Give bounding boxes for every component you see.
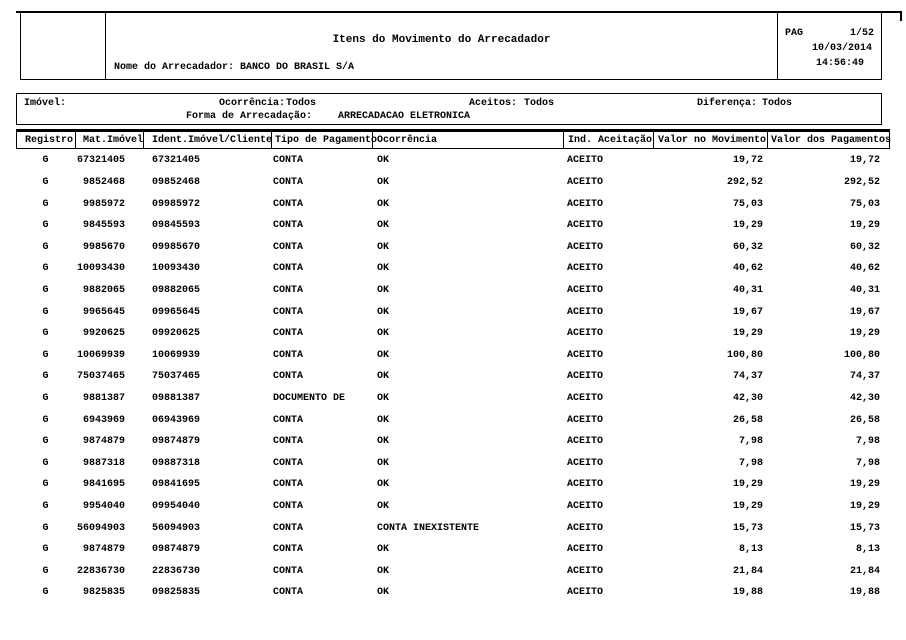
cell-ocorrencia: OK bbox=[377, 198, 390, 210]
cell-valor-pagamentos: 15,73 bbox=[849, 522, 880, 534]
cell-mat-imovel: 9852468 bbox=[82, 176, 125, 188]
cell-registro: G bbox=[42, 263, 49, 275]
cell-mat-imovel: 9874879 bbox=[82, 544, 125, 556]
cell-ident-imovel: 09887318 bbox=[152, 457, 201, 469]
cell-ocorrencia: OK bbox=[377, 371, 390, 383]
cell-ocorrencia: OK bbox=[377, 479, 390, 491]
table-row bbox=[16, 258, 890, 280]
cell-mat-imovel: 75037465 bbox=[76, 371, 125, 383]
cell-ident-imovel: 10093430 bbox=[152, 263, 201, 275]
page-number-line bbox=[785, 26, 874, 41]
cell-tipo-pagamento: CONTA bbox=[273, 176, 304, 188]
cell-mat-imovel: 6943969 bbox=[82, 414, 125, 426]
cell-ident-imovel: 10069939 bbox=[152, 349, 201, 361]
table-row bbox=[16, 453, 890, 475]
cell-ind-aceitacao: ACEITO bbox=[567, 565, 604, 577]
cell-registro: G bbox=[42, 522, 49, 534]
table-row bbox=[16, 409, 890, 431]
cell-ind-aceitacao: ACEITO bbox=[567, 328, 604, 340]
col-header-mat-imovel: Mat.Imóvel bbox=[76, 132, 144, 148]
cell-registro: G bbox=[42, 176, 49, 188]
cell-ind-aceitacao: ACEITO bbox=[567, 349, 604, 361]
cell-registro: G bbox=[42, 155, 49, 167]
cell-valor-movimento: 19,67 bbox=[732, 306, 763, 318]
cell-ind-aceitacao: ACEITO bbox=[567, 306, 604, 318]
report-date: 10/03/2014 bbox=[811, 43, 872, 54]
cell-ind-aceitacao: ACEITO bbox=[567, 263, 604, 275]
cell-tipo-pagamento: CONTA bbox=[273, 544, 304, 556]
cell-valor-pagamentos: 42,30 bbox=[849, 393, 880, 404]
table-row bbox=[16, 474, 890, 496]
cell-registro: G bbox=[42, 436, 49, 448]
cell-registro: G bbox=[42, 371, 49, 383]
col-header-valor-pagamentos: Valor dos Pagamentos bbox=[771, 134, 892, 146]
cell-tipo-pagamento: CONTA bbox=[273, 220, 304, 232]
cell-ocorrencia: OK bbox=[377, 544, 390, 556]
cell-valor-movimento: 19,29 bbox=[732, 501, 763, 513]
report-header bbox=[20, 11, 882, 80]
cell-valor-movimento: 19,72 bbox=[732, 155, 763, 167]
cell-valor-pagamentos: 292,52 bbox=[843, 176, 880, 188]
cell-mat-imovel: 10069939 bbox=[76, 349, 125, 361]
cell-registro: G bbox=[42, 349, 49, 361]
table-row bbox=[16, 517, 890, 539]
cell-ind-aceitacao: ACEITO bbox=[567, 284, 604, 296]
cell-valor-pagamentos: 19,88 bbox=[849, 587, 880, 599]
cell-ocorrencia: OK bbox=[377, 155, 390, 167]
table-row bbox=[16, 561, 890, 583]
cell-mat-imovel: 9881387 bbox=[82, 393, 125, 404]
pag-label: PAG bbox=[785, 28, 804, 39]
table-row bbox=[16, 280, 890, 302]
cell-tipo-pagamento: CONTA bbox=[273, 414, 304, 426]
table-row bbox=[16, 172, 890, 194]
cell-mat-imovel: 67321405 bbox=[76, 155, 125, 167]
cell-tipo-pagamento: CONTA bbox=[273, 198, 304, 210]
cell-valor-movimento: 7,98 bbox=[738, 436, 763, 448]
cell-ocorrencia: OK bbox=[377, 414, 390, 426]
cell-ident-imovel: 09882065 bbox=[152, 284, 201, 296]
cell-tipo-pagamento: CONTA bbox=[273, 155, 304, 167]
cell-ind-aceitacao: ACEITO bbox=[567, 544, 604, 556]
cell-registro: G bbox=[42, 328, 49, 340]
cell-tipo-pagamento: CONTA bbox=[273, 349, 304, 361]
cell-ind-aceitacao: ACEITO bbox=[567, 479, 604, 491]
cell-tipo-pagamento: CONTA bbox=[273, 457, 304, 469]
cell-mat-imovel: 9985972 bbox=[82, 198, 125, 210]
cell-valor-movimento: 26,58 bbox=[732, 414, 763, 426]
table-row bbox=[16, 301, 890, 323]
filter-imovel-label: Imóvel: bbox=[24, 98, 67, 109]
cell-registro: G bbox=[42, 414, 49, 426]
col-header-registro: Registro bbox=[17, 132, 76, 148]
cell-ind-aceitacao: ACEITO bbox=[567, 220, 604, 232]
cell-ind-aceitacao: ACEITO bbox=[567, 587, 604, 599]
cell-valor-movimento: 7,98 bbox=[738, 457, 763, 469]
cell-registro: G bbox=[42, 220, 49, 232]
cell-valor-movimento: 42,30 bbox=[732, 393, 763, 404]
cell-ident-imovel: 09825835 bbox=[152, 587, 201, 599]
cell-registro: G bbox=[42, 393, 49, 404]
cell-registro: G bbox=[42, 479, 49, 491]
cell-tipo-pagamento: CONTA bbox=[273, 371, 304, 383]
table-row bbox=[16, 539, 890, 561]
cell-valor-movimento: 19,88 bbox=[732, 587, 763, 599]
cell-ocorrencia: OK bbox=[377, 328, 390, 340]
cell-tipo-pagamento: CONTA bbox=[273, 587, 304, 599]
cell-ident-imovel: 09954040 bbox=[152, 501, 201, 513]
cell-tipo-pagamento: CONTA bbox=[273, 565, 304, 577]
cell-ocorrencia: OK bbox=[377, 457, 390, 469]
cell-tipo-pagamento: CONTA bbox=[273, 263, 304, 275]
cell-ocorrencia: CONTA INEXISTENTE bbox=[377, 522, 480, 534]
cell-ocorrencia: OK bbox=[377, 436, 390, 448]
title-box bbox=[106, 13, 778, 79]
table-row bbox=[16, 388, 890, 410]
top-rule-right-tick bbox=[900, 11, 902, 21]
cell-valor-movimento: 74,37 bbox=[732, 371, 763, 383]
cell-mat-imovel: 9920625 bbox=[82, 328, 125, 340]
cell-valor-pagamentos: 75,03 bbox=[849, 198, 880, 210]
filter-forma-value: ARRECADACAO ELETRONICA bbox=[338, 111, 471, 122]
cell-ident-imovel: 56094903 bbox=[152, 522, 201, 534]
cell-registro: G bbox=[42, 306, 49, 318]
col-header-tipo-pagamento: Tipo de Pagamento bbox=[272, 132, 373, 148]
cell-valor-pagamentos: 19,72 bbox=[849, 155, 880, 167]
cell-valor-pagamentos: 19,29 bbox=[849, 220, 880, 232]
page-info-box bbox=[778, 13, 881, 79]
filter-ocorrencia-label: Ocorrência: bbox=[219, 98, 286, 109]
filter-ocorrencia-value: Todos bbox=[286, 98, 317, 109]
cell-ind-aceitacao: ACEITO bbox=[567, 414, 604, 426]
cell-registro: G bbox=[42, 284, 49, 296]
cell-ident-imovel: 09874879 bbox=[152, 544, 201, 556]
cell-ident-imovel: 67321405 bbox=[152, 155, 201, 167]
filter-diferenca-label: Diferença: bbox=[697, 98, 758, 109]
cell-valor-pagamentos: 19,29 bbox=[849, 328, 880, 340]
cell-tipo-pagamento: DOCUMENTO DE bbox=[273, 393, 346, 404]
cell-valor-pagamentos: 19,29 bbox=[849, 501, 880, 513]
cell-registro: G bbox=[42, 457, 49, 469]
cell-mat-imovel: 9965645 bbox=[82, 306, 125, 318]
cell-ident-imovel: 22836730 bbox=[152, 565, 201, 577]
cell-valor-movimento: 19,29 bbox=[732, 479, 763, 491]
cell-ident-imovel: 09985972 bbox=[152, 198, 201, 210]
cell-ind-aceitacao: ACEITO bbox=[567, 198, 604, 210]
cell-tipo-pagamento: CONTA bbox=[273, 241, 304, 253]
cell-tipo-pagamento: CONTA bbox=[273, 522, 304, 534]
pag-value: 1/52 bbox=[849, 28, 874, 39]
cell-valor-movimento: 40,62 bbox=[732, 263, 763, 275]
cell-valor-movimento: 100,80 bbox=[726, 349, 763, 361]
cell-registro: G bbox=[42, 501, 49, 513]
cell-mat-imovel: 9841695 bbox=[82, 479, 125, 491]
table-row bbox=[16, 431, 890, 453]
cell-valor-pagamentos: 40,62 bbox=[849, 263, 880, 275]
cell-valor-pagamentos: 19,67 bbox=[849, 306, 880, 318]
cell-valor-pagamentos: 40,31 bbox=[849, 284, 880, 296]
table-row bbox=[16, 215, 890, 237]
cell-valor-pagamentos: 7,98 bbox=[855, 457, 880, 469]
cell-ind-aceitacao: ACEITO bbox=[567, 522, 604, 534]
cell-valor-movimento: 19,29 bbox=[732, 220, 763, 232]
cell-ident-imovel: 09881387 bbox=[152, 393, 201, 404]
cell-valor-pagamentos: 21,84 bbox=[849, 565, 880, 577]
filter-aceitos-value: Todos bbox=[524, 98, 555, 109]
cell-valor-movimento: 15,73 bbox=[732, 522, 763, 534]
cell-ind-aceitacao: ACEITO bbox=[567, 393, 604, 404]
table-body bbox=[16, 150, 890, 604]
cell-registro: G bbox=[42, 565, 49, 577]
table-row bbox=[16, 193, 890, 215]
cell-valor-pagamentos: 19,29 bbox=[849, 479, 880, 491]
filter-aceitos-label: Aceitos: bbox=[469, 98, 518, 109]
cell-ocorrencia: OK bbox=[377, 241, 390, 253]
cell-ident-imovel: 09920625 bbox=[152, 328, 201, 340]
table-row bbox=[16, 323, 890, 345]
cell-valor-movimento: 19,29 bbox=[732, 328, 763, 340]
cell-ident-imovel: 09874879 bbox=[152, 436, 201, 448]
cell-ident-imovel: 06943969 bbox=[152, 414, 201, 426]
filter-diferenca-value: Todos bbox=[762, 98, 793, 109]
col-header-ind-aceitacao: Ind. Aceitação bbox=[564, 132, 654, 148]
page-title: Itens do Movimento do Arrecadador bbox=[332, 34, 551, 46]
cell-ind-aceitacao: ACEITO bbox=[567, 176, 604, 188]
cell-ident-imovel: 09965645 bbox=[152, 306, 201, 318]
cell-ocorrencia: OK bbox=[377, 501, 390, 513]
cell-valor-pagamentos: 60,32 bbox=[849, 241, 880, 253]
cell-valor-movimento: 292,52 bbox=[726, 176, 763, 188]
cell-ocorrencia: OK bbox=[377, 263, 390, 275]
cell-ocorrencia: OK bbox=[377, 393, 390, 404]
cell-ocorrencia: OK bbox=[377, 306, 390, 318]
cell-registro: G bbox=[42, 198, 49, 210]
cell-mat-imovel: 10093430 bbox=[76, 263, 125, 275]
cell-tipo-pagamento: CONTA bbox=[273, 328, 304, 340]
cell-tipo-pagamento: CONTA bbox=[273, 501, 304, 513]
cell-ident-imovel: 09845593 bbox=[152, 220, 201, 232]
cell-ocorrencia: OK bbox=[377, 587, 390, 599]
col-header-valor-movimento: Valor no Movimento bbox=[654, 132, 768, 148]
cell-mat-imovel: 56094903 bbox=[76, 522, 125, 534]
report-time: 14:56:49 bbox=[815, 58, 864, 69]
cell-valor-pagamentos: 7,98 bbox=[855, 436, 880, 448]
cell-mat-imovel: 9845593 bbox=[82, 220, 125, 232]
cell-ident-imovel: 75037465 bbox=[152, 371, 201, 383]
cell-valor-movimento: 75,03 bbox=[732, 198, 763, 210]
cell-ocorrencia: OK bbox=[377, 565, 390, 577]
table-row bbox=[16, 236, 890, 258]
cell-registro: G bbox=[42, 587, 49, 599]
col-header-ident-imovel: Ident.Imóvel/Cliente bbox=[144, 132, 272, 148]
cell-tipo-pagamento: CONTA bbox=[273, 284, 304, 296]
cell-valor-movimento: 21,84 bbox=[732, 565, 763, 577]
cell-mat-imovel: 9985670 bbox=[82, 241, 125, 253]
cell-mat-imovel: 9954040 bbox=[82, 501, 125, 513]
filters-box bbox=[16, 93, 882, 125]
cell-ocorrencia: OK bbox=[377, 176, 390, 188]
cell-tipo-pagamento: CONTA bbox=[273, 306, 304, 318]
table-row bbox=[16, 496, 890, 518]
cell-mat-imovel: 9882065 bbox=[82, 284, 125, 296]
cell-tipo-pagamento: CONTA bbox=[273, 479, 304, 491]
table-row bbox=[16, 344, 890, 366]
cell-mat-imovel: 22836730 bbox=[76, 565, 125, 577]
cell-valor-pagamentos: 74,37 bbox=[849, 371, 880, 383]
cell-valor-pagamentos: 8,13 bbox=[855, 544, 880, 556]
cell-ind-aceitacao: ACEITO bbox=[567, 371, 604, 383]
cell-ocorrencia: OK bbox=[377, 284, 390, 296]
table-row bbox=[16, 366, 890, 388]
cell-mat-imovel: 9887318 bbox=[82, 457, 125, 469]
cell-ident-imovel: 09852468 bbox=[152, 176, 201, 188]
cell-ocorrencia: OK bbox=[377, 349, 390, 361]
table-header-row bbox=[16, 131, 890, 149]
cell-ind-aceitacao: ACEITO bbox=[567, 501, 604, 513]
cell-valor-movimento: 8,13 bbox=[738, 544, 763, 556]
cell-registro: G bbox=[42, 241, 49, 253]
cell-ind-aceitacao: ACEITO bbox=[567, 155, 604, 167]
arrecadador-line: Nome do Arrecadador: BANCO DO BRASIL S/A bbox=[114, 62, 355, 73]
cell-tipo-pagamento: CONTA bbox=[273, 436, 304, 448]
table-row bbox=[16, 150, 890, 172]
logo-placeholder-box bbox=[21, 13, 106, 79]
cell-ident-imovel: 09985670 bbox=[152, 241, 201, 253]
cell-ident-imovel: 09841695 bbox=[152, 479, 201, 491]
col-header-ocorrencia: Ocorrência bbox=[373, 132, 564, 148]
cell-ocorrencia: OK bbox=[377, 220, 390, 232]
cell-valor-pagamentos: 100,80 bbox=[843, 349, 880, 361]
cell-registro: G bbox=[42, 544, 49, 556]
cell-valor-pagamentos: 26,58 bbox=[849, 414, 880, 426]
cell-valor-movimento: 40,31 bbox=[732, 284, 763, 296]
cell-mat-imovel: 9874879 bbox=[82, 436, 125, 448]
table-row bbox=[16, 582, 890, 604]
cell-mat-imovel: 9825835 bbox=[82, 587, 125, 599]
cell-valor-movimento: 60,32 bbox=[732, 241, 763, 253]
filter-forma-label: Forma de Arrecadação: bbox=[186, 111, 313, 122]
cell-ind-aceitacao: ACEITO bbox=[567, 457, 604, 469]
cell-ind-aceitacao: ACEITO bbox=[567, 241, 604, 253]
cell-ind-aceitacao: ACEITO bbox=[567, 436, 604, 448]
